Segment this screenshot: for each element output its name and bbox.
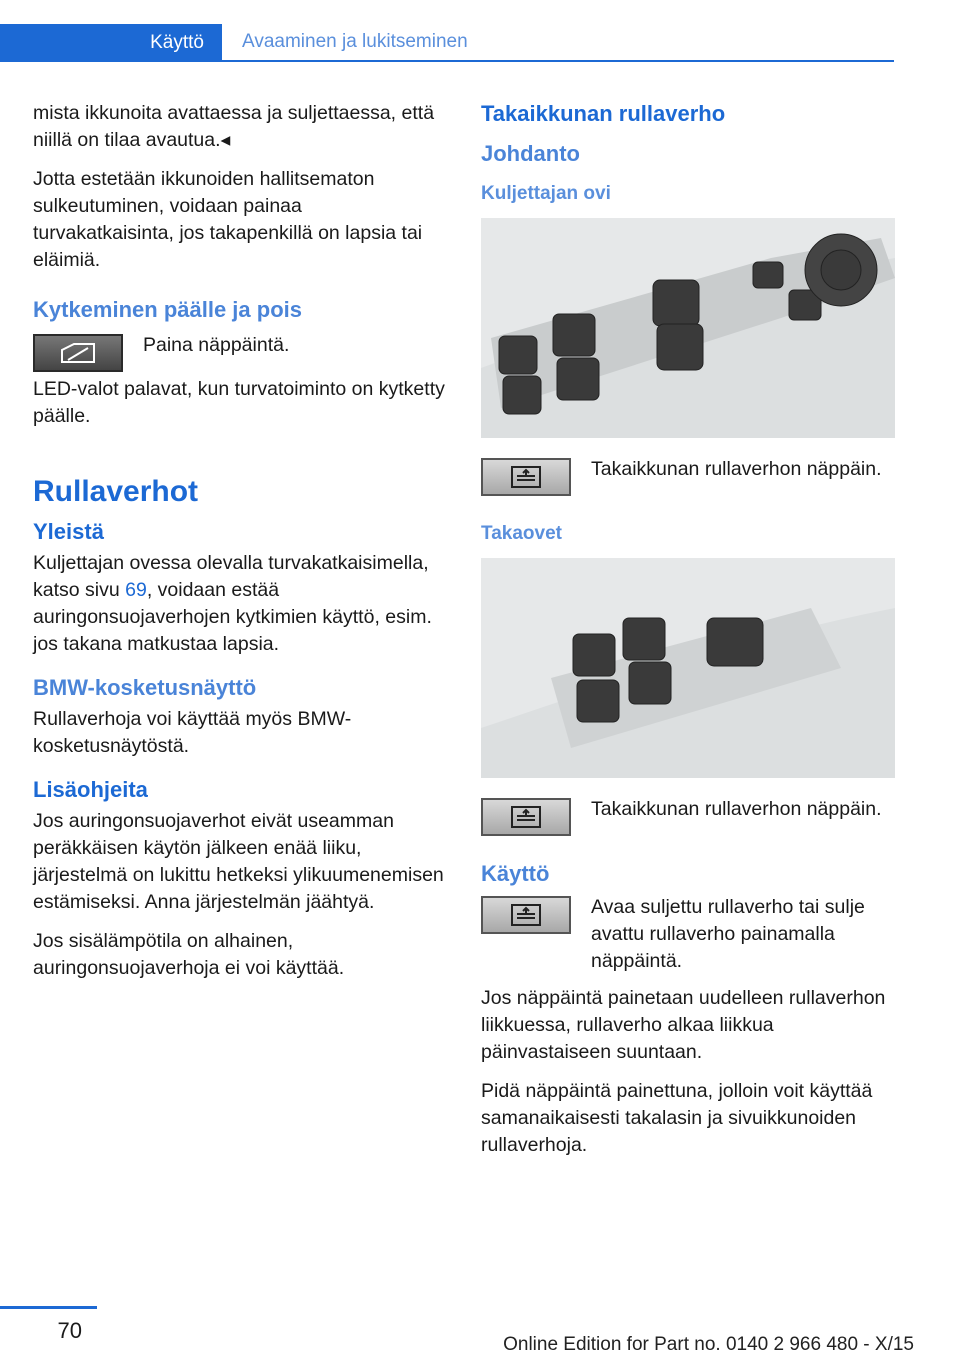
left-column — [33, 100, 448, 994]
icon-row — [481, 796, 895, 836]
caption: Takaikkunan rullaverhon näppäin. — [591, 458, 882, 480]
heading-main: Rullaverhot — [33, 475, 199, 508]
heading-rear-doors: Takaovet — [481, 523, 562, 544]
paragraph: Pidä näppäintä painettuna, jolloin voit käyttää samanaikaisesti takalasin ja sivuikkunoiden rullaverhoja. — [481, 1080, 873, 1156]
window-lock-button-icon — [33, 334, 123, 372]
page-header — [0, 0, 960, 62]
paragraph: Jotta estetään ikkunoiden hallitsematon sulkeutuminen, voidaan painaa turvakatkaisinta, jos takapenkillä on lapsia tai eläimiä. — [33, 168, 423, 271]
heading-tips: Lisäohjeita — [33, 777, 148, 802]
page-number: 70 — [57, 1318, 82, 1343]
heading-use: Käyttö — [481, 861, 550, 886]
icon-row — [33, 332, 448, 372]
heading-switch: Kytkeminen päälle ja pois — [33, 297, 302, 322]
icon-row — [481, 894, 895, 975]
heading-touch: BMW-kosketusnäyttö — [33, 675, 257, 700]
footer-rule — [0, 1306, 97, 1309]
chapter-tab: Käyttö — [0, 24, 222, 62]
paragraph: Paina näppäintä. — [143, 334, 290, 356]
caption: Takaikkunan rullaverhon näppäin. — [591, 798, 882, 820]
paragraph: Avaa suljettu rullaverho tai sulje avattu rullaverho painamalla näppäintä. — [591, 896, 865, 972]
icon-row — [481, 456, 895, 496]
rear-door-switch-photo — [481, 558, 895, 778]
heading-intro: Johdanto — [481, 141, 580, 166]
heading-driver-door: Kuljettajan ovi — [481, 183, 611, 204]
page-link[interactable]: 69 — [125, 579, 147, 601]
paragraph: LED-valot palavat, kun turvatoiminto on kytketty päälle. — [33, 378, 445, 427]
heading-general: Yleistä — [33, 519, 104, 544]
paragraph: Kuljettajan ovessa olevalla turvakatkaisimella, katso sivu 69, voidaan estää auringonsuojaverhojen kytkimien käyttö, esim. jos takana matkustaa lapsia. — [33, 552, 432, 655]
paragraph: Jos näppäintä painetaan uudelleen rullaverhon liikkuessa, rullaverho alkaa liikkua päinvastaiseen suuntaan. — [481, 987, 886, 1063]
section-title: Avaaminen ja lukitseminen — [222, 24, 894, 62]
edition-note: Online Edition for Part no. 0140 2 966 480 - X/15 — [503, 1334, 914, 1355]
paragraph: Jos sisälämpötila on alhainen, auringonsuojaverhoja ei voi käyttää. — [33, 930, 345, 979]
paragraph: Rullaverhoja voi käyttää myös BMW-kosketusnäytöstä. — [33, 708, 352, 757]
rear-blind-button-icon — [481, 458, 571, 496]
paragraph: mista ikkunoita avattaessa ja suljettaessa, että niillä on tilaa avautua.◂ — [33, 102, 435, 151]
paragraph: Jos auringonsuojaverhot eivät useamman peräkkäisen käytön jälkeen enää liiku, järjestelmä on lukittu hetkeksi ylikuumenemisen estämiseksi. Anna järjestelmän jäähtyä. — [33, 810, 444, 913]
heading-rear-blind: Takaikkunan rullaverho — [481, 101, 726, 126]
rear-blind-button-icon — [481, 896, 571, 934]
driver-door-switch-photo — [481, 218, 895, 438]
right-column — [481, 100, 895, 1171]
rear-blind-button-icon — [481, 798, 571, 836]
